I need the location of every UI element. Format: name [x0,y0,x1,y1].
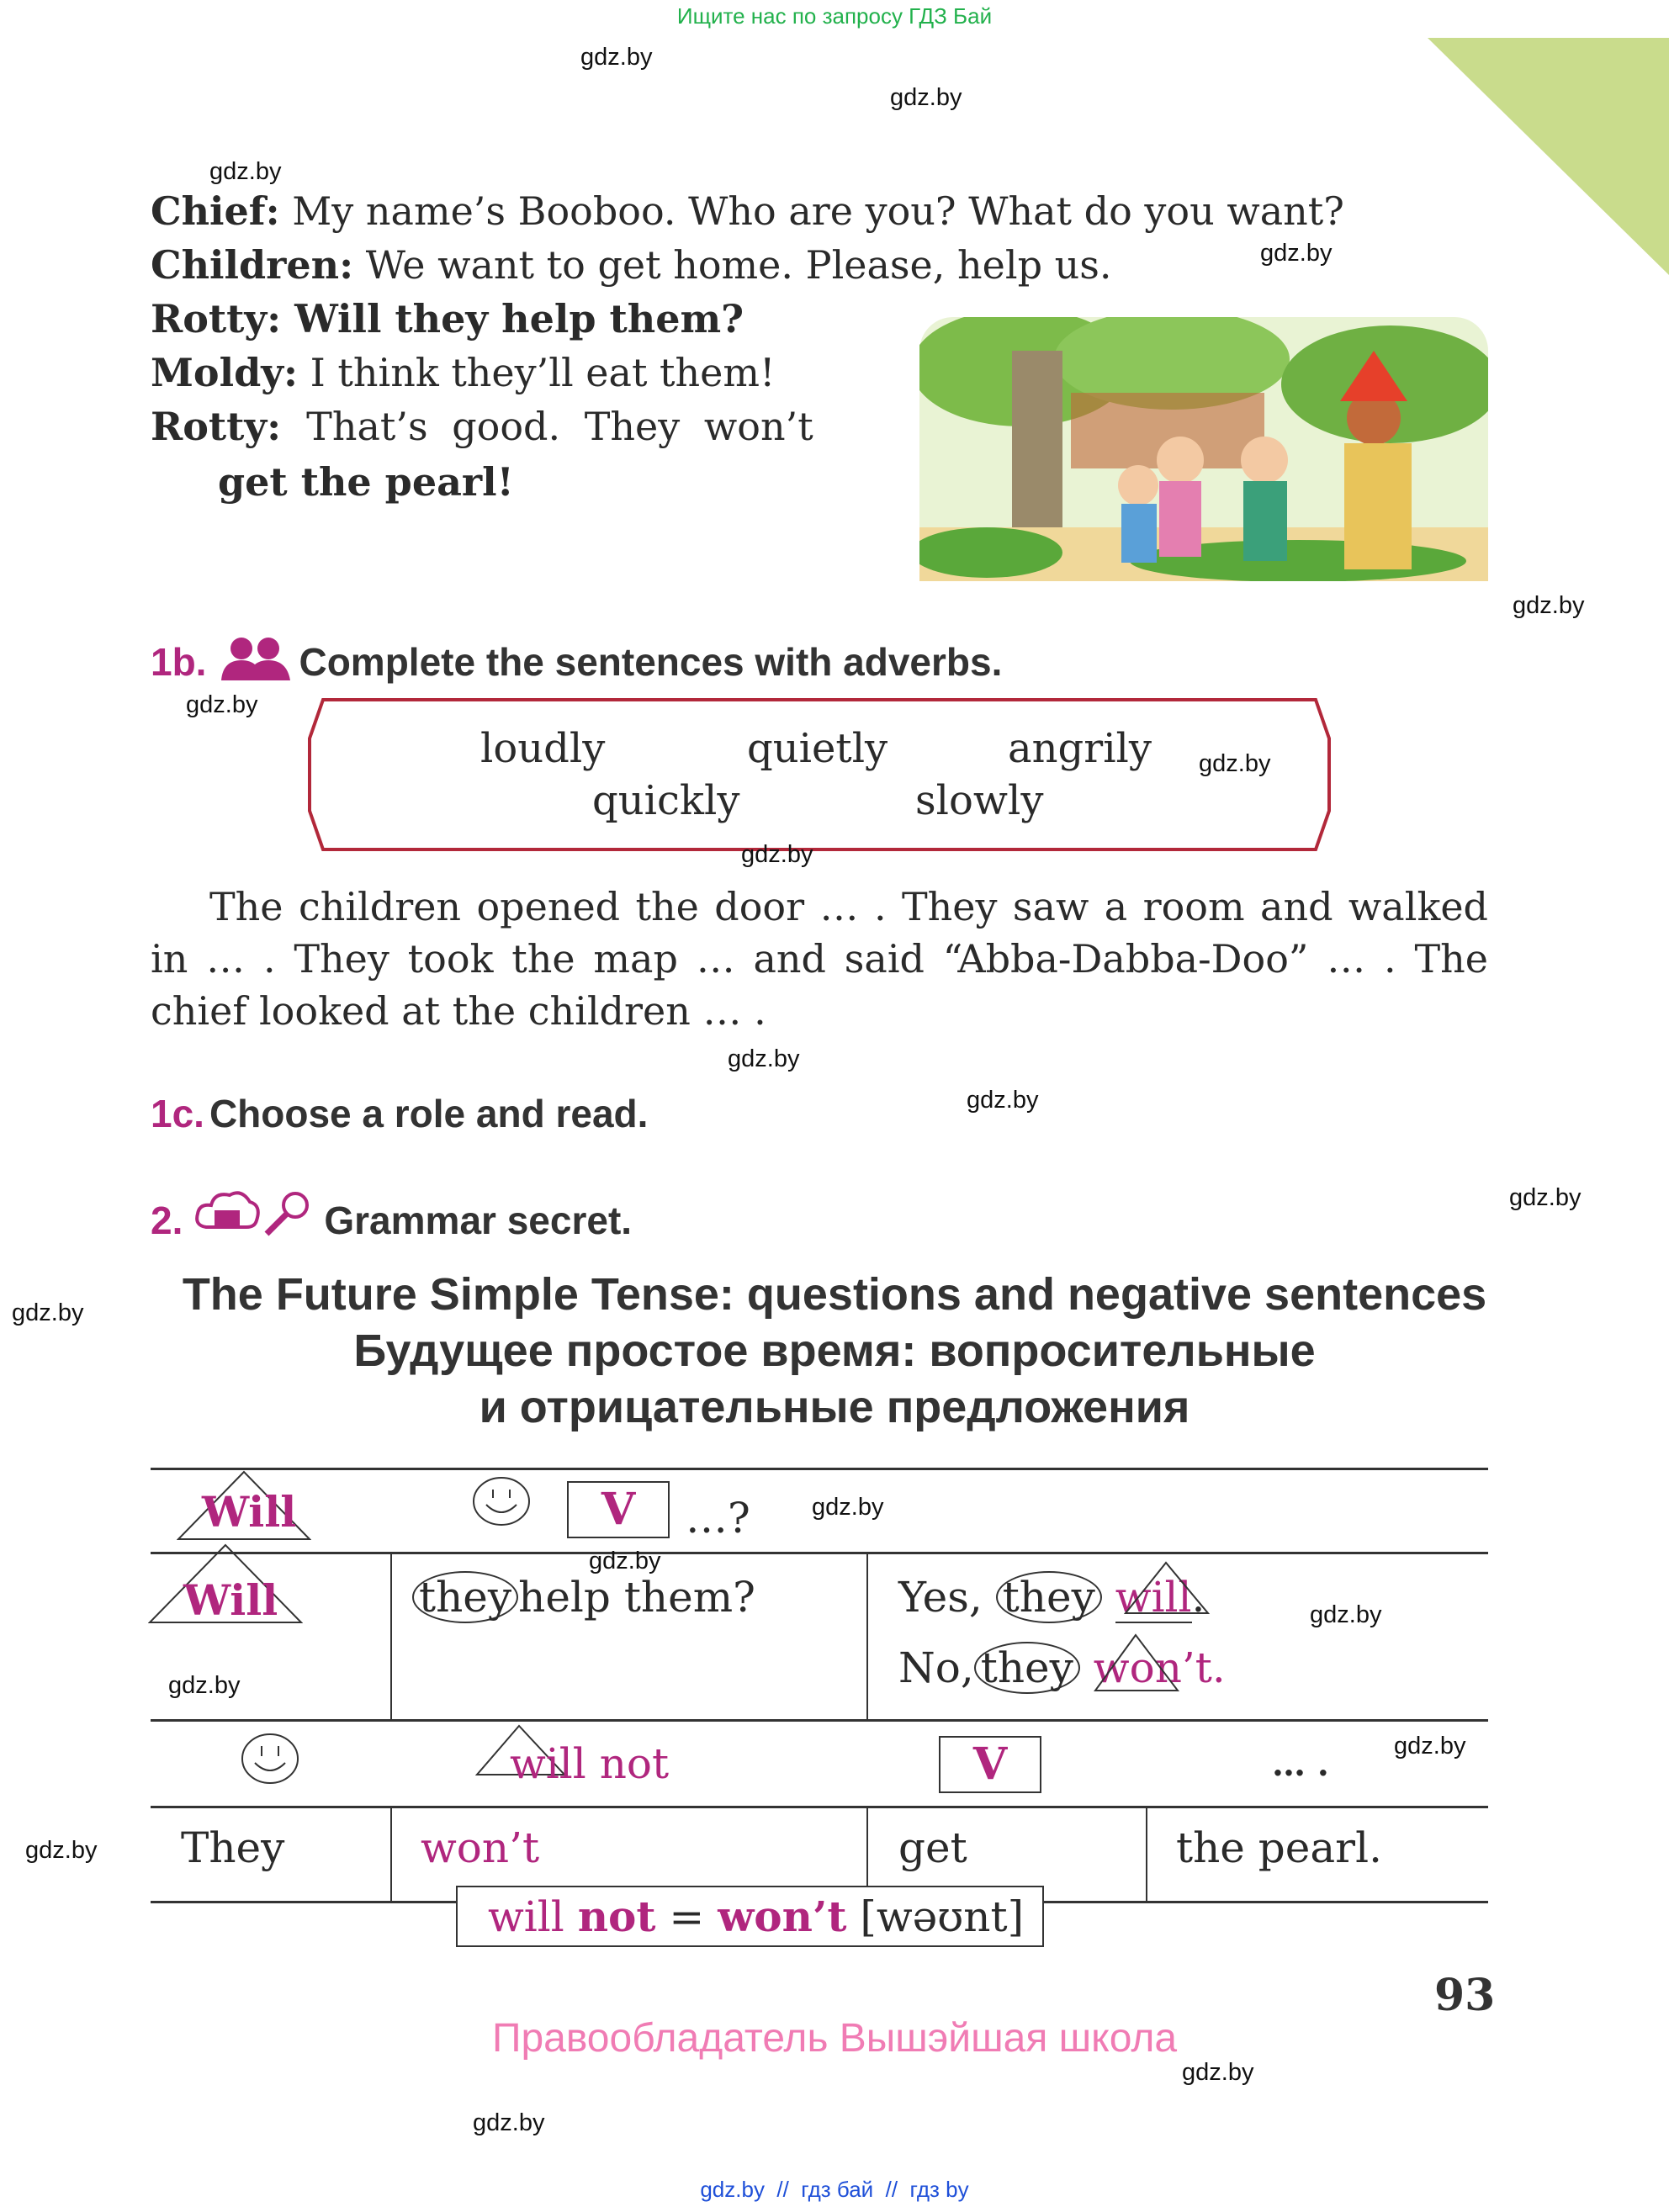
verb-box: V [939,1736,1041,1793]
word-option: quietly [747,725,888,772]
example-subject: They [181,1823,285,1872]
watermark: gdz.by [890,84,962,111]
dialogue-line: Rotty: That’s good. They won’t [151,404,813,449]
watermark: gdz.by [1310,1601,1382,1628]
grammar-title-en: The Future Simple Tense: questions and negative sentences [182,1269,1487,1320]
dialogue-line: Children: We want to get home. Please, help us. [151,242,1112,288]
word-option: angrily [1008,725,1152,772]
watermark: gdz.by [967,1087,1039,1114]
word-option: quickly [592,777,740,824]
watermark: gdz.by [1199,750,1271,777]
dialogue-line: get the pearl! [218,459,514,505]
cloud-book-icon [194,1188,262,1237]
table-divider [866,1553,868,1719]
table-rule [151,1719,1488,1722]
contraction-note: will not = won’t [wəʊnt] [488,1892,1025,1941]
exercise-1c-heading: 1c. Choose a role and read. [151,1092,649,1135]
pair-work-icon [218,637,292,680]
watermark: gdz.by [728,1045,800,1072]
table-rule [151,1806,1488,1808]
answer-no: No, they won’t. [898,1643,1226,1692]
dialogue-line: Moldy: I think they’ll eat them! [151,350,776,395]
smiley-face-icon [471,1476,532,1527]
question-example: they help them? [412,1571,755,1623]
will-not-label: will not [510,1739,670,1788]
will-label: Will [202,1487,297,1537]
table-divider [390,1553,392,1719]
question-ellipsis: …? [686,1494,750,1543]
dialogue-line: Rotty: Will they help them? [151,296,744,341]
exercise-1b-text: The children opened the door … . They saw a room and walked in … . They took the map … and said “Abba-Dabba-Doo” … . The chief looked at the children … . [151,884,1488,1034]
exercise-2-heading: 2. Grammar secret. [151,1188,632,1243]
watermark: gdz.by [589,1548,661,1574]
word-option: slowly [915,777,1044,824]
exercise-1b-heading: 1b. Complete the sentences with adverbs. [151,637,1002,685]
table-divider [390,1807,392,1901]
contraction-note-box [456,1886,1044,1947]
verb-box: V [567,1481,670,1538]
watermark: gdz.by [209,158,282,185]
page-number: 93 [1434,1970,1496,2021]
watermark: gdz.by [1182,2059,1254,2086]
table-rule [151,1468,1488,1470]
magnifier-icon [262,1188,315,1237]
table-rule [151,1552,1488,1554]
example-object: the pearl. [1176,1823,1382,1872]
smiley-face-icon [240,1733,300,1785]
example-wont: won’t [421,1823,540,1872]
watermark: gdz.by [580,44,653,71]
watermark: gdz.by [812,1494,884,1521]
triangle-icon [1124,1561,1211,1615]
watermark: gdz.by [168,1672,241,1699]
watermark: gdz.by [1260,240,1333,267]
watermark: gdz.by [1394,1733,1466,1760]
watermark: gdz.by [473,2109,545,2136]
watermark: gdz.by [25,1837,98,1864]
watermark: gdz.by [186,691,258,718]
illustration-chief-and-children [919,317,1488,581]
word-box-frame [308,698,1331,851]
watermark: gdz.by [1509,1184,1582,1211]
triangle-icon [1094,1633,1179,1692]
watermark: gdz.by [1513,592,1585,619]
corner-decoration [1428,38,1669,275]
dialogue-line: Chief: My name’s Booboo. Who are you? What do you want? [151,188,1344,234]
grammar-title-ru-2: и отрицательные предложения [479,1382,1190,1432]
example-verb: get [898,1823,967,1872]
watermark: gdz.by [12,1299,84,1326]
ellipsis: … . [1272,1744,1329,1784]
word-option: loudly [480,725,606,772]
answer-yes: Yes, they will. [898,1573,1205,1622]
will-label: Will [183,1575,278,1625]
copyright: Правообладатель Вышэйшая школа [491,2016,1178,2061]
watermark: gdz.by [741,841,813,868]
top-banner[interactable]: Ищите нас по запросу ГДЗ Бай [676,3,993,29]
grammar-title-ru-1: Будущее простое время: вопросительные [353,1326,1316,1376]
table-divider [1146,1807,1147,1901]
table-divider [866,1807,868,1886]
footer-links[interactable]: gdz.by // гдз бай // гдз by [700,2177,969,2202]
